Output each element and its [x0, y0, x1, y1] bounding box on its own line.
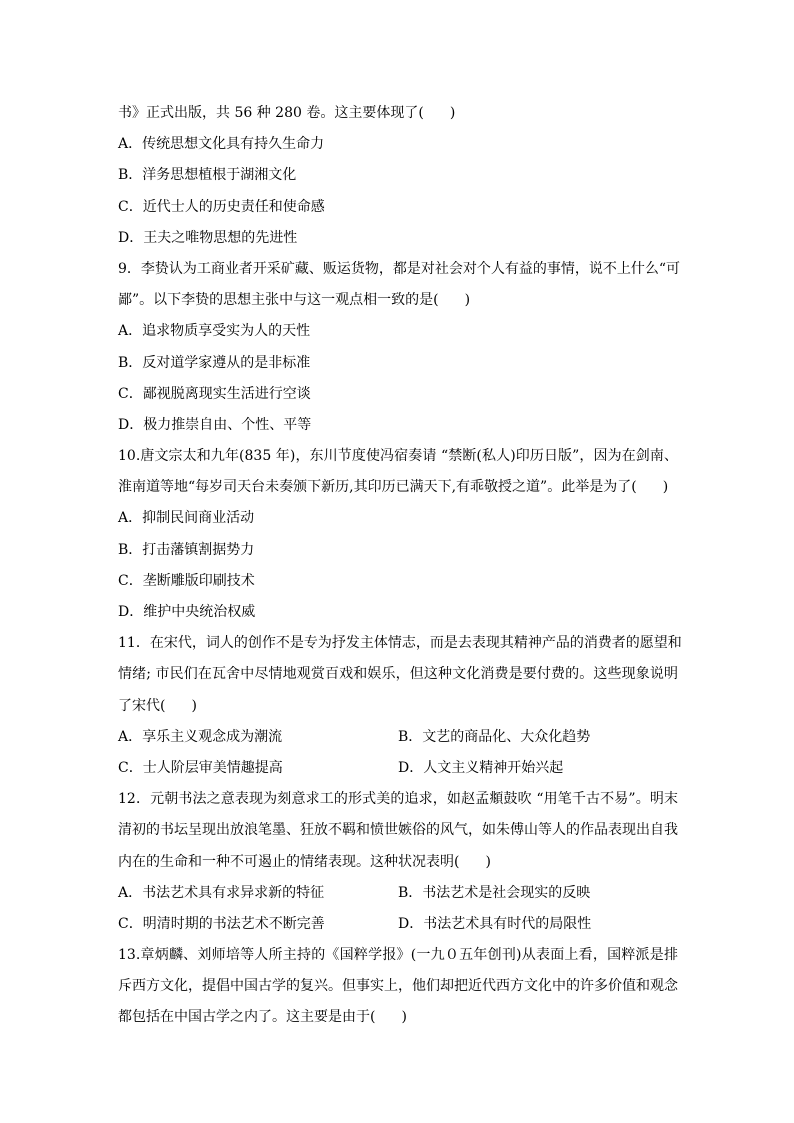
q11-option-d: D．人文主义精神开始兴起 [398, 759, 564, 776]
q11-stem-line2: 情绪; 市民们在瓦舍中尽情地观赏百戏和娱乐，但这种文化消费是要付费的。这些现象说明 [118, 666, 678, 683]
q10-option-b: B．打击藩镇割据势力 [118, 541, 255, 558]
q9-option-b: B．反对道学家遵从的是非标准 [118, 354, 311, 371]
q13-stem-line3: 都包括在中国古学之内了。这主要是由于( ) [118, 1009, 407, 1026]
q12-option-b: B．书法艺术是社会现实的反映 [398, 884, 591, 901]
q8-option-c: C．近代士人的历史责任和使命感 [118, 198, 325, 215]
q12-stem-line1: 12．元朝书法之意表现为刻意求工的形式美的追求，如赵孟頫鼓吹 “用笔千古不易”。明末 [118, 791, 678, 808]
q9-stem-line1: 9．李贽认为工商业者开采矿藏、贩运货物，都是对社会对个人有益的事情，说不上什么“可 [118, 260, 681, 277]
q13-stem-line2: 斥西方文化，提倡中国古学的复兴。但事实上，他们却把近代西方文化中的许多价值和观念 [118, 978, 678, 995]
q8-option-d: D．王夫之唯物思想的先进性 [118, 229, 298, 246]
q11-options-row1 [118, 722, 678, 753]
q9-stem-line2: 鄙”。以下李贽的思想主张中与这一观点相一致的是( ) [118, 292, 471, 309]
q12-options-row2 [118, 909, 678, 940]
exam-content [118, 98, 682, 1034]
q12-stem-line3: 内在的生命和一种不可遏止的情绪表现。这种状况表明( ) [118, 853, 491, 870]
q12-option-d: D．书法艺术具有时代的局限性 [398, 915, 592, 932]
q12-option-c: C．明清时期的书法艺术不断完善 [118, 915, 325, 932]
q8-option-b: B．洋务思想植根于湖湘文化 [118, 167, 297, 184]
q11-option-a: A．享乐主义观念成为潮流 [118, 728, 283, 745]
q13-stem-line1: 13.章炳麟、刘师培等人所主持的《国粹学报》(一九０五年创刊)从表面上看，国粹派是排 [118, 947, 678, 964]
q10-stem-line2: 淮南道等地“每岁司天台未奏颁下新历,其印历已满天下,有乖敬授之道”。此举是为了( ) [118, 479, 669, 496]
q9-option-c: C．鄙视脱离现实生活进行空谈 [118, 385, 311, 402]
q10-option-c: C．垄断雕版印刷技术 [118, 572, 255, 589]
q8-option-a: A．传统思想文化具有持久生命力 [118, 136, 325, 153]
q8-stem: 书》正式出版，共 56 种 280 卷。这主要体现了( ) [118, 105, 456, 121]
q11-option-c: C．士人阶层审美情趣提高 [118, 759, 283, 776]
q11-option-b: B．文艺的商品化、大众化趋势 [398, 728, 591, 745]
q12-stem-line2: 清初的书坛呈现出放浪笔墨、狂放不羁和愤世嫉俗的风气，如朱傅山等人的作品表现出自我 [118, 822, 678, 839]
q10-stem-line1: 10.唐文宗太和九年(835 年)，东川节度使冯宿奏请 “禁断(私人)印历日版”，因为在剑南、 [118, 448, 678, 465]
q10-option-a: A．抑制民间商业活动 [118, 510, 255, 527]
q11-stem-line1: 11．在宋代，词人的创作不是专为抒发主体情志，而是去表现其精神产品的消费者的愿望和 [118, 635, 682, 652]
q11-options-row2 [118, 753, 678, 784]
q12-option-a: A．书法艺术具有求异求新的特征 [118, 884, 325, 901]
q9-option-a: A．追求物质享受实为人的天性 [118, 323, 311, 340]
q9-option-d: D．极力推崇自由、个性、平等 [118, 416, 312, 433]
q12-options-row1 [118, 878, 678, 909]
q10-option-d: D．维护中央统治权威 [118, 604, 256, 620]
q11-stem-line3: 了宋代( ) [118, 697, 197, 714]
